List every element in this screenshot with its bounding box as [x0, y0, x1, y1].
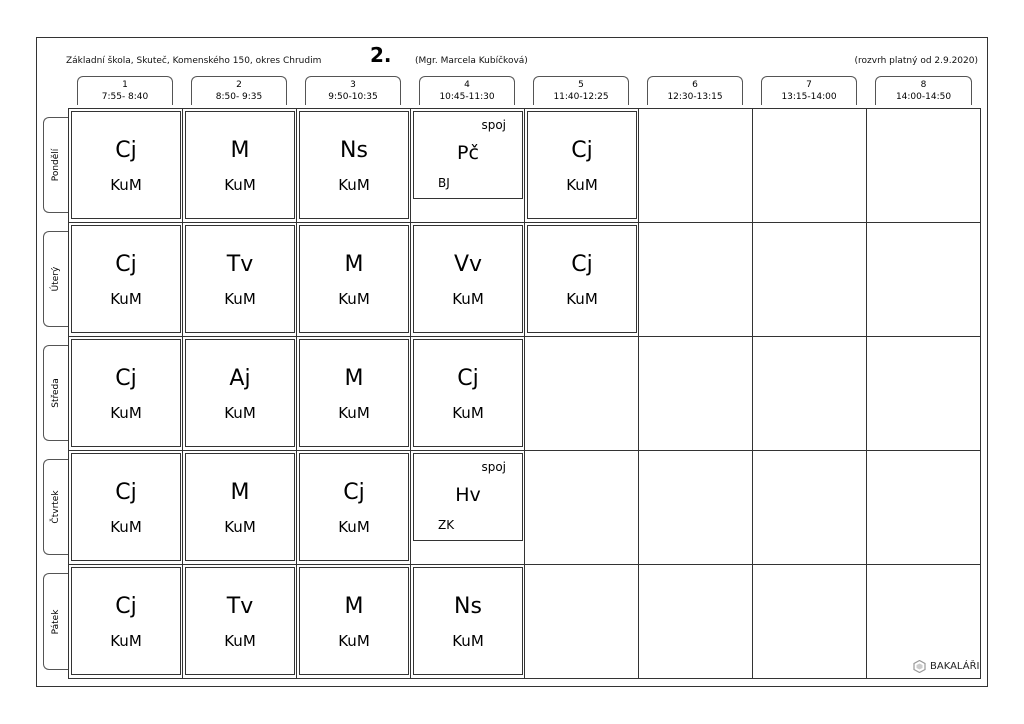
period-time: 10:45-11:30	[439, 92, 495, 102]
lesson-cell	[185, 111, 295, 219]
lesson-teacher: KuM	[566, 176, 598, 194]
period-number: 4	[464, 80, 470, 90]
day-name: Čtvrtek	[51, 490, 61, 524]
bakalari-logo-text: BAKALÁŘI	[930, 661, 980, 672]
grid-row-line	[68, 222, 981, 223]
grid-column-line	[182, 108, 183, 679]
lesson-teacher: KuM	[110, 404, 142, 422]
day-label	[43, 573, 68, 670]
period-header	[761, 76, 857, 105]
bakalari-logo	[913, 660, 979, 673]
lesson-cell	[71, 225, 181, 333]
day-label	[43, 345, 68, 441]
lesson-teacher: KuM	[338, 404, 370, 422]
lesson-teacher: KuM	[110, 518, 142, 536]
lesson-subject: Cj	[457, 366, 479, 391]
lesson-subject: Aj	[229, 366, 251, 391]
lesson-cell	[71, 111, 181, 219]
lesson-teacher: KuM	[110, 290, 142, 308]
class-teacher: (Mgr. Marcela Kubíčková)	[415, 56, 528, 66]
period-time: 13:15-14:00	[781, 92, 837, 102]
lesson-cell	[185, 339, 295, 447]
lesson-teacher: KuM	[110, 632, 142, 650]
joint-lesson-note: spoj	[481, 118, 506, 132]
day-name: Pondělí	[51, 148, 61, 182]
lesson-cell	[299, 111, 409, 219]
joint-lesson-cell	[413, 111, 523, 199]
grid-row-line	[68, 336, 981, 337]
day-name: Středa	[51, 378, 61, 408]
period-time: 9:50-10:35	[328, 92, 378, 102]
day-label	[43, 117, 68, 213]
period-header	[533, 76, 629, 105]
lesson-subject: Ns	[454, 594, 482, 619]
lesson-cell	[299, 225, 409, 333]
lesson-cell	[185, 453, 295, 561]
lesson-cell	[185, 225, 295, 333]
lesson-cell	[527, 225, 637, 333]
period-time: 8:50- 9:35	[215, 92, 263, 102]
period-time: 14:00-14:50	[895, 92, 952, 102]
period-time: 12:30-13:15	[667, 92, 723, 102]
grid-column-line	[866, 108, 867, 679]
grid-row-line	[68, 450, 981, 451]
lesson-teacher: KuM	[338, 518, 370, 536]
day-name: Úterý	[51, 266, 61, 292]
lesson-subject: Cj	[115, 480, 137, 505]
lesson-subject: Cj	[115, 138, 137, 163]
lesson-subject: Tv	[226, 594, 254, 619]
period-number: 2	[236, 80, 242, 90]
lesson-cell	[299, 453, 409, 561]
lesson-teacher: KuM	[338, 632, 370, 650]
lesson-subject: Hv	[455, 484, 481, 506]
valid-from: (rozvrh platný od 2.9.2020)	[854, 56, 978, 66]
period-time: 7:55- 8:40	[101, 92, 149, 102]
period-number: 8	[920, 80, 927, 90]
period-number: 7	[806, 80, 812, 90]
lesson-cell	[299, 567, 409, 675]
period-number: 1	[122, 80, 128, 90]
lesson-teacher: KuM	[224, 518, 256, 536]
lesson-cell	[413, 339, 523, 447]
lesson-subject: M	[344, 252, 364, 277]
lesson-teacher: KuM	[224, 632, 256, 650]
period-header	[191, 76, 287, 105]
lesson-cell	[71, 339, 181, 447]
lesson-cell	[527, 111, 637, 219]
lesson-cell	[71, 453, 181, 561]
joint-lesson-cell	[413, 453, 523, 541]
lesson-subject: Cj	[571, 138, 593, 163]
lesson-group: ZK	[438, 518, 455, 532]
grid-column-line	[524, 108, 525, 679]
grid-column-line	[752, 108, 753, 679]
school-name: Základní škola, Skuteč, Komenského 150, okres Chrudim	[66, 56, 322, 66]
lesson-cell	[413, 567, 523, 675]
joint-lesson-note: spoj	[481, 460, 506, 474]
bakalari-logo-icon	[913, 660, 926, 673]
grid-row-line	[68, 564, 981, 565]
grid-column-line	[296, 108, 297, 679]
lesson-cell	[299, 339, 409, 447]
day-label	[43, 231, 68, 327]
lesson-teacher: KuM	[452, 632, 484, 650]
lesson-subject: Cj	[115, 594, 137, 619]
lesson-teacher: KuM	[338, 176, 370, 194]
period-number: 3	[350, 80, 356, 90]
lesson-cell	[413, 225, 523, 333]
lesson-teacher: KuM	[224, 290, 256, 308]
lesson-subject: M	[230, 480, 250, 505]
lesson-teacher: KuM	[566, 290, 598, 308]
class-name: 2.	[370, 43, 392, 67]
period-header	[419, 76, 515, 105]
day-label	[43, 459, 68, 555]
lesson-subject: Tv	[226, 252, 254, 277]
lesson-subject: Cj	[571, 252, 593, 277]
period-header	[647, 76, 743, 105]
lesson-teacher: KuM	[224, 404, 256, 422]
lesson-teacher: KuM	[224, 176, 256, 194]
lesson-subject: Pč	[457, 142, 479, 164]
period-number: 5	[578, 80, 584, 90]
day-name: Pátek	[51, 609, 61, 634]
lesson-subject: Vv	[453, 252, 483, 277]
lesson-teacher: KuM	[452, 290, 484, 308]
grid-column-line	[410, 108, 411, 679]
lesson-cell	[71, 567, 181, 675]
period-header	[77, 76, 173, 105]
lesson-subject: Cj	[343, 480, 365, 505]
period-number: 6	[692, 80, 698, 90]
lesson-subject: Cj	[115, 252, 137, 277]
lesson-cell	[185, 567, 295, 675]
period-header	[305, 76, 401, 105]
lesson-subject: Cj	[115, 366, 137, 391]
lesson-subject: M	[230, 138, 250, 163]
lesson-subject: Ns	[340, 138, 368, 163]
lesson-teacher: KuM	[338, 290, 370, 308]
lesson-subject: M	[344, 366, 364, 391]
period-time: 11:40-12:25	[553, 92, 609, 102]
grid-column-line	[638, 108, 639, 679]
lesson-teacher: KuM	[452, 404, 484, 422]
lesson-group: BJ	[438, 176, 450, 190]
lesson-teacher: KuM	[110, 176, 142, 194]
period-header	[875, 76, 972, 105]
lesson-subject: M	[344, 594, 364, 619]
